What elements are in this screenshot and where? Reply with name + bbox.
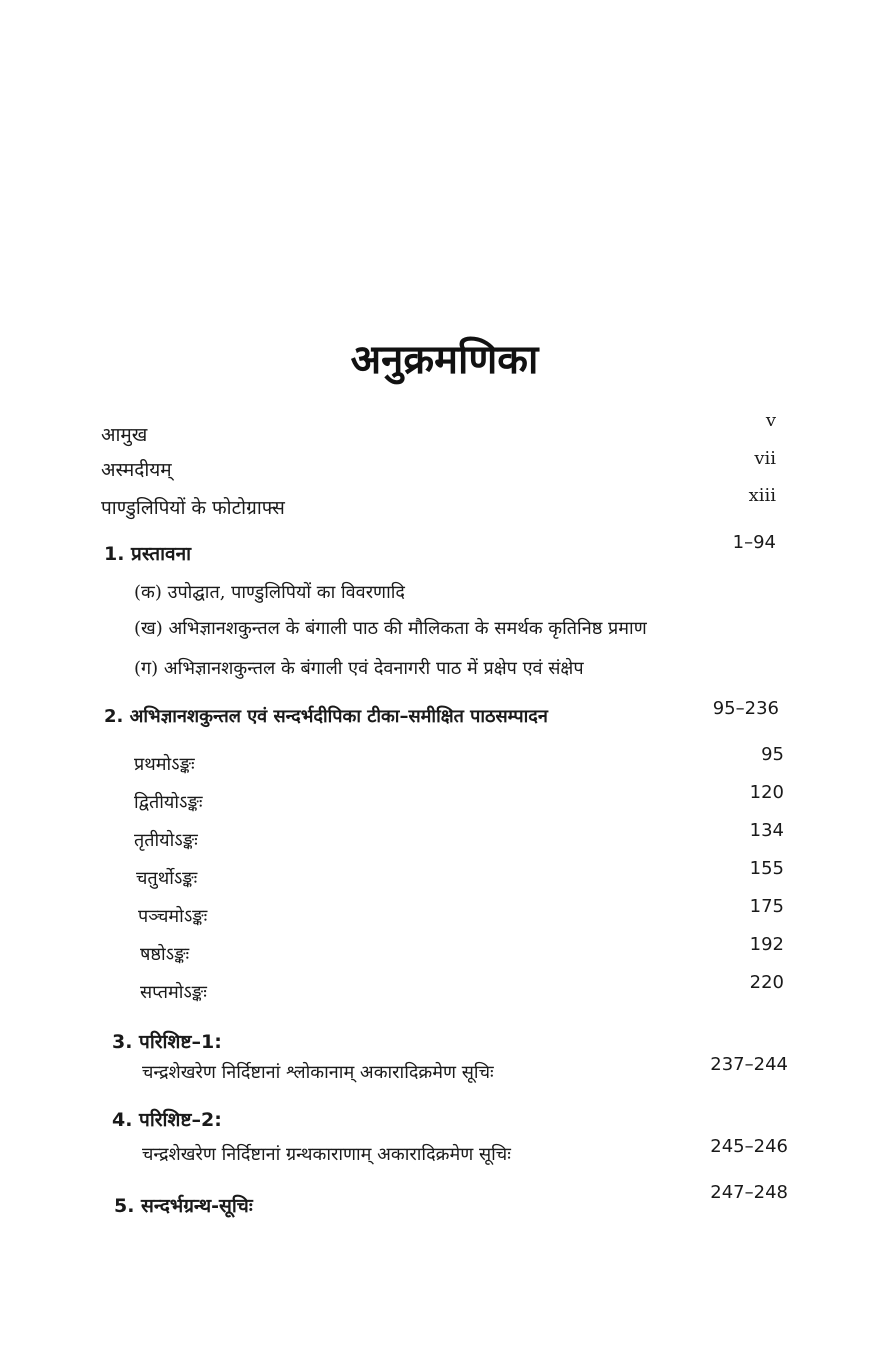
toc-act-7: सप्तमोऽङ्कः	[140, 982, 207, 1003]
toc-page-act-5: 175	[749, 896, 784, 917]
toc-subitem-ka: (क) उपोद्घात, पाण्डुलिपियों का विवरणादि	[134, 582, 405, 603]
toc-page-act-4: 155	[749, 858, 784, 879]
toc-entry-asmadiyam: अस्मदीयम्	[101, 459, 172, 481]
toc-page-section-5: 247–248	[710, 1182, 788, 1203]
toc-section-4-title: चन्द्रशेखरेण निर्दिष्टानां ग्रन्थकाराणाम् अकारादिक्रमेण सूचिः	[142, 1144, 511, 1165]
toc-act-3: तृतीयोऽङ्कः	[134, 830, 198, 851]
toc-act-5: पञ्चमोऽङ्कः	[138, 906, 208, 927]
toc-page-act-7: 220	[749, 972, 784, 993]
toc-page-photographs: xiii	[748, 485, 776, 506]
toc-page-section-2: 95–236	[712, 698, 779, 719]
toc-page-section-3: 237–244	[710, 1054, 788, 1075]
toc-page-act-3: 134	[749, 820, 784, 841]
toc-entry-photographs: पाण्डुलिपियों के फोटोग्राफ्स	[101, 497, 285, 519]
toc-page-act-2: 120	[749, 782, 784, 803]
toc-act-6: षष्ठोऽङ्कः	[140, 944, 190, 965]
toc-section-3-title: चन्द्रशेखरेण निर्दिष्टानां श्लोकानाम् अकारादिक्रमेण सूचिः	[142, 1062, 494, 1083]
toc-subitem-ga: (ग) अभिज्ञानशकुन्तल के बंगाली एवं देवनागरी पाठ में प्रक्षेप एवं संक्षेप	[134, 658, 584, 679]
toc-page-section-1: 1–94	[732, 532, 776, 553]
toc-subitem-kha: (ख) अभिज्ञानशकुन्तल के बंगाली पाठ की मौलिकता के समर्थक कृतिनिष्ठ प्रमाण	[134, 618, 647, 639]
page-title: अनुक्रमणिका	[350, 337, 539, 383]
toc-section-2: 2. अभिज्ञानशकुन्तल एवं सन्दर्भदीपिका टीका–समीक्षित पाठसम्पादन	[104, 706, 548, 727]
toc-section-1: 1. प्रस्तावना	[104, 543, 192, 565]
toc-entry-amukh: आमुख	[101, 424, 148, 446]
toc-act-4: चतुर्थोऽङ्कः	[136, 868, 198, 889]
toc-page-amukh: v	[765, 410, 776, 431]
toc-section-4: 4. परिशिष्ट–2:	[112, 1109, 222, 1131]
toc-page-asmadiyam: vii	[754, 448, 776, 469]
toc-page-act-6: 192	[749, 934, 784, 955]
toc-act-2: द्वितीयोऽङ्कः	[134, 792, 203, 813]
toc-page-section-4: 245–246	[710, 1136, 788, 1157]
toc-section-5: 5. सन्दर्भग्रन्थ-सूचिः	[114, 1195, 253, 1217]
toc-page-act-1: 95	[761, 744, 784, 765]
toc-act-1: प्रथमोऽङ्कः	[134, 754, 195, 775]
toc-section-3: 3. परिशिष्ट–1:	[112, 1031, 222, 1053]
